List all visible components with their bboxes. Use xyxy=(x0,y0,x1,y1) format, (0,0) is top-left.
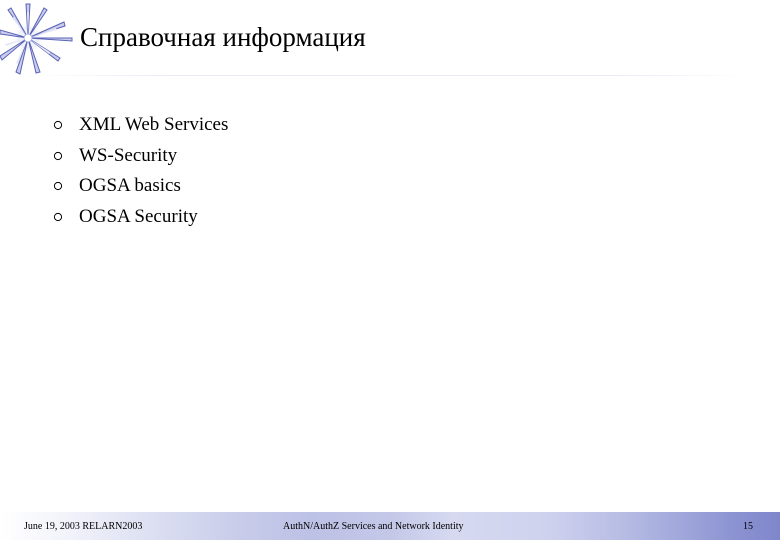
footer-title: AuthN/AuthZ Services and Network Identity xyxy=(283,521,464,532)
list-item xyxy=(53,110,228,141)
circle-bullet-icon xyxy=(53,151,79,161)
bullet-list xyxy=(53,110,228,232)
circle-bullet-icon xyxy=(53,181,79,191)
bullet-text: OGSA Security xyxy=(79,205,198,227)
bullet-text: WS-Security xyxy=(79,144,178,166)
circle-bullet-icon xyxy=(53,212,79,222)
title-divider xyxy=(30,75,750,76)
bullet-text: OGSA basics xyxy=(79,175,181,197)
bullet-text: XML Web Services xyxy=(79,114,229,136)
circle-bullet-icon xyxy=(53,120,79,130)
starburst-icon xyxy=(0,0,80,80)
list-item xyxy=(53,171,228,202)
page-number: 15 xyxy=(743,521,753,532)
footer-date: June 19, 2003 RELARN2003 xyxy=(24,521,143,532)
list-item xyxy=(53,141,228,172)
list-item xyxy=(53,202,228,233)
slide-title: Справочная информация xyxy=(80,22,366,52)
